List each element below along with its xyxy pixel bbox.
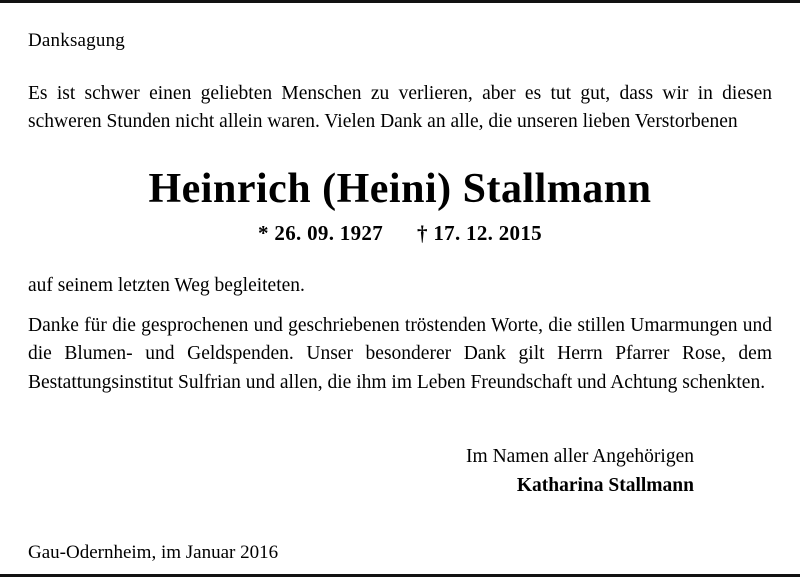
signer-name: Katharina Stallmann xyxy=(516,474,694,496)
signature-block xyxy=(28,442,772,501)
thanks-paragraph: Danke für die gesprochenen und geschriebenen tröstenden Worte, die stillen Umarmungen und die Blumen- und Geldspenden. Unser besonderer Dank gilt Herrn Pfarrer Rose, dem Bestattungsinstitut Sulfrian und allen, die ihm im Leben Freundschaft und Achtung schenkten. xyxy=(28,314,772,394)
birth-date: * 26. 09. 1927 xyxy=(258,221,383,246)
deceased-name: Heinrich (Heini) Stallmann xyxy=(148,166,652,212)
intro-paragraph: Es ist schwer einen geliebten Menschen zu verlieren, aber es tut gut, dass wir in diesen schweren Stunden nicht allein waren. Vielen Dank an alle, die unseren lieben Verstorbenen xyxy=(28,82,772,133)
notice-heading: Danksagung xyxy=(28,30,125,51)
place-and-date: Gau-Odernheim, im Januar 2016 xyxy=(28,542,279,564)
deceased-block xyxy=(28,167,772,246)
line-after-name: auf seinem letzten Weg begleiteten. xyxy=(28,275,305,297)
on-behalf-text: Im Namen aller Angehörigen xyxy=(466,445,694,467)
life-dates xyxy=(28,221,772,246)
death-date: † 17. 12. 2015 xyxy=(417,221,542,246)
